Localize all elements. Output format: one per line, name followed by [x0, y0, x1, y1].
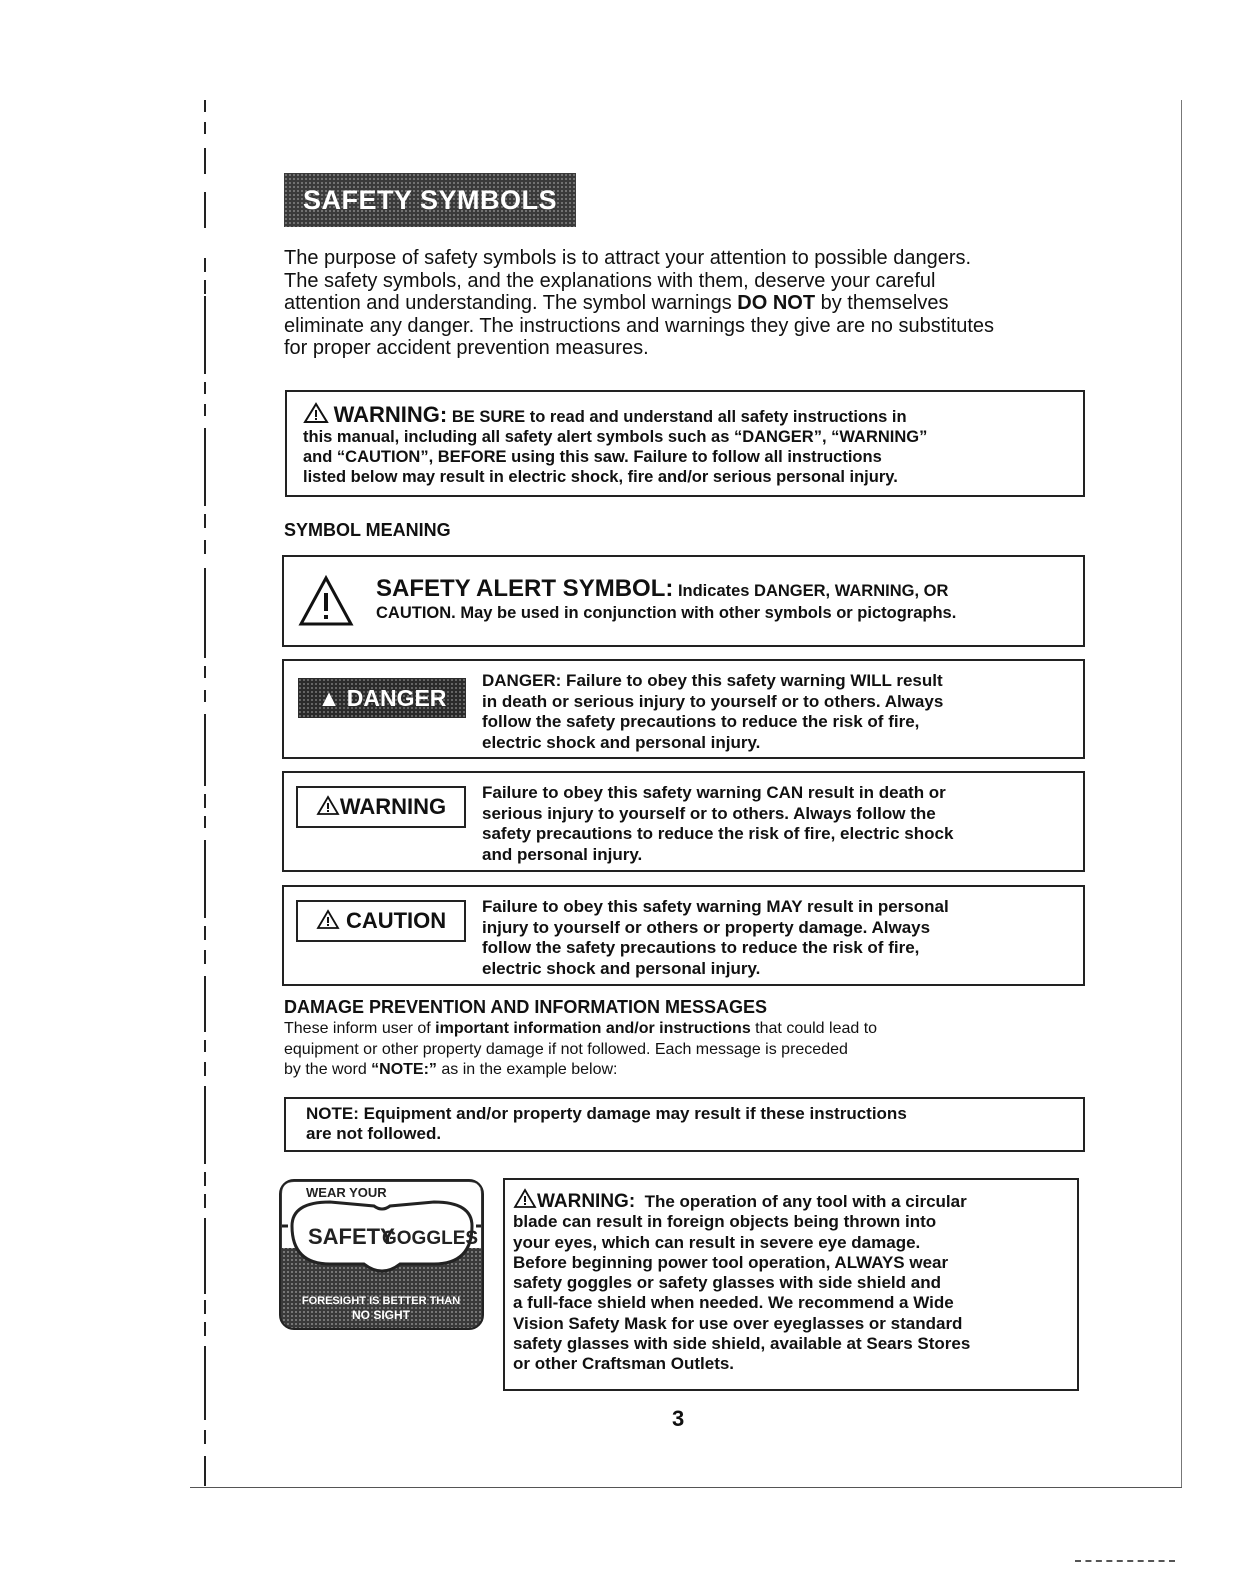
- danger-description: DANGER: Failure to obey this safety warning WILL result in death or serious injury to yourself or to others. Always follow the safety precautions to reduce the risk of fire, electric shock and personal injury.: [482, 671, 944, 752]
- safety-alert-heading: SAFETY ALERT SYMBOL:: [376, 575, 674, 602]
- danger-triangle-icon: ▲: [317, 685, 341, 711]
- safety-alert-triangle-icon: [298, 575, 354, 627]
- intro-line: The purpose of safety symbols is to attract your attention to possible dangers.: [284, 247, 972, 269]
- symbol-meaning-heading: SYMBOL MEANING: [284, 520, 451, 540]
- safety-alert-text: SAFETY ALERT SYMBOL: Indicates DANGER, WARNING, OR CAUTION. May be used in conjunction with other symbols or pictographs.: [376, 575, 957, 622]
- page-number: 3: [672, 1406, 685, 1431]
- note-line: NOTE: Equipment and/or property damage may result if these instructions: [306, 1104, 907, 1123]
- caution-badge: CAUTION: [296, 900, 466, 942]
- warning-description: Failure to obey this safety warning CAN result in death or serious injury to yourself or to others. Always follow the safety precautions to reduce the risk of fire, electric shock and personal injury.: [482, 783, 954, 864]
- goggles-word-goggles: GOGGLES: [382, 1228, 479, 1249]
- main-warning-line4: listed below may result in electric shock, fire and/or serious personal injury.: [303, 468, 898, 486]
- eye-protection-warning-box: WARNING: The operation of any tool with a circular blade can result in foreign objects being thrown into your eyes, which can result in severe eye damage. Before beginning power tool operation, ALWAYS wear safety goggles or safety glasses with side shield and a full-face shield when needed. We recommend a Wide Vision Safety Mask for use over eyeglasses or standard safety glasses with side shield, available at Sears Stores or other Craftsman Outlets.: [503, 1178, 1079, 1391]
- intro-paragraph: [284, 247, 1064, 360]
- intro-line: for proper accident prevention measures.: [284, 337, 649, 359]
- note-box: [284, 1097, 1085, 1152]
- main-warning-box: [285, 390, 1085, 497]
- intro-line: attention and understanding. The symbol warnings DO NOT by themselves: [284, 292, 949, 314]
- intro-line: The safety symbols, and the explanations with them, deserve your careful: [284, 269, 936, 292]
- warning-badge: WARNING: [296, 786, 466, 828]
- goggles-top-text: WEAR YOUR: [306, 1185, 387, 1200]
- goggles-word-safety: SAFETY: [308, 1224, 395, 1249]
- caution-description: Failure to obey this safety warning MAY result in personal injury to yourself or others or property damage. Always follow the safety precautions to reduce the risk of fire, electric shock and personal injury.: [482, 897, 949, 978]
- warning-triangle-icon: [316, 795, 340, 816]
- safety-alert-box: [282, 555, 1085, 647]
- warning-triangle-icon: [513, 1188, 537, 1209]
- danger-box: [282, 659, 1085, 759]
- main-warning-line1: WARNING: BE SURE to read and understand all safety instructions in: [303, 402, 1069, 427]
- goggles-bottom-line1: FORESIGHT IS BETTER THAN: [301, 1295, 461, 1307]
- scan-artifact-dashes: [1075, 1560, 1175, 1565]
- main-warning-line3: and “CAUTION”, BEFORE using this saw. Failure to follow all instructions: [303, 448, 882, 466]
- main-warning-line2: this manual, including all safety alert symbols such as “DANGER”, “WARNING”: [303, 428, 928, 446]
- note-line: are not followed.: [306, 1124, 442, 1143]
- final-warning-line1: WARNING: The operation of any tool with a circular: [513, 1188, 1077, 1212]
- warning-box: [282, 771, 1085, 872]
- damage-prevention-heading: DAMAGE PREVENTION AND INFORMATION MESSAGES: [284, 997, 768, 1017]
- right-margin-rule: [1181, 100, 1182, 1488]
- damage-prevention-text: These inform user of important information and/or instructions that could lead to equipment or other property damage if not followed. Each message is preceded by the word “NOTE:” as in the example below:: [284, 1020, 878, 1078]
- left-margin-marks: [204, 100, 207, 1485]
- bottom-margin-rule: [190, 1487, 1182, 1488]
- page-title: SAFETY SYMBOLS: [284, 173, 576, 227]
- intro-line: eliminate any danger. The instructions and warnings they give are no substitutes: [284, 314, 995, 337]
- goggles-bottom-line2: NO SIGHT: [351, 1308, 411, 1322]
- main-warning-heading: WARNING:: [333, 402, 448, 427]
- warning-triangle-icon: [316, 909, 340, 930]
- final-warning-heading: WARNING:: [537, 1191, 636, 1212]
- warning-triangle-icon: [303, 402, 329, 424]
- emphasis-do-not: DO NOT: [737, 292, 816, 314]
- danger-badge: ▲ DANGER: [298, 678, 466, 718]
- safety-goggles-badge: [278, 1178, 485, 1331]
- caution-box: [282, 885, 1085, 986]
